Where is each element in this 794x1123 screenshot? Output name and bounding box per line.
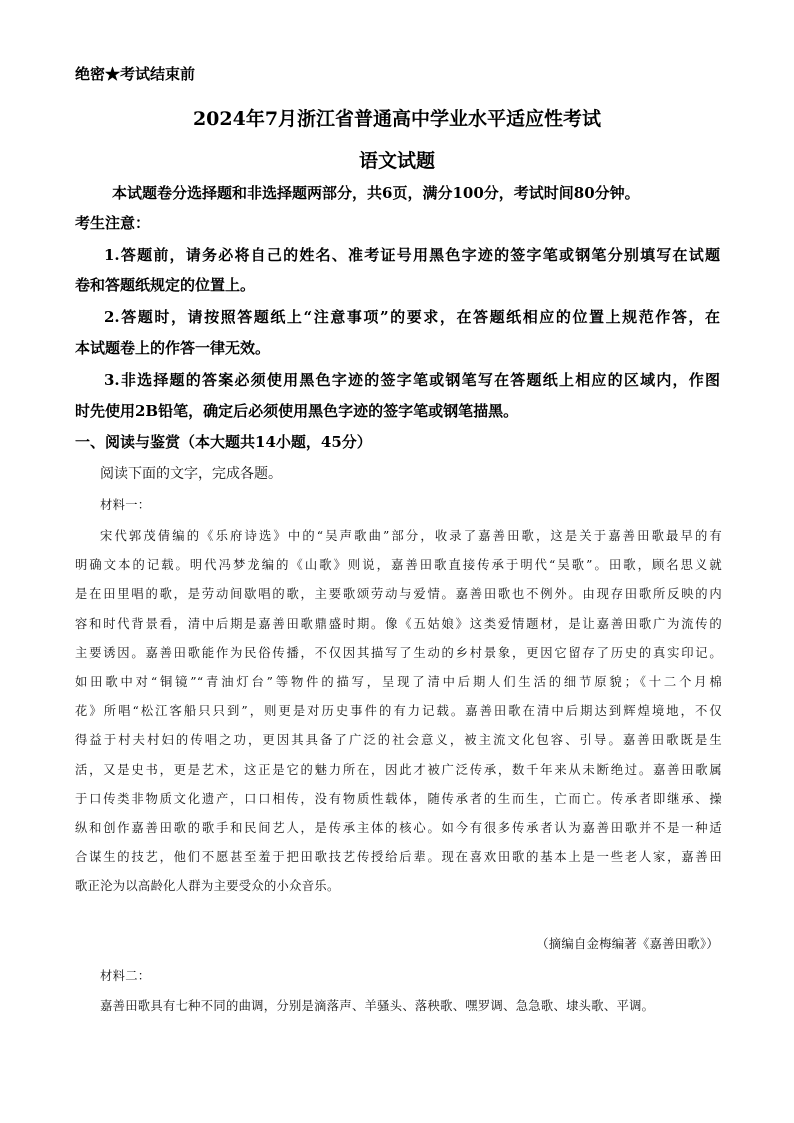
material-1-line: 容和时代背景看，清中后期是嘉善田歌鼎盛时期。像《五姑娘》这类爱情题材，是让嘉善田歌广为流传的	[75, 616, 722, 631]
subject-title: 语文试题	[358, 150, 435, 172]
material-1-source: （摘编自金梅编著《嘉善田歌》）	[536, 937, 719, 951]
material-1-line: 如田歌中对“铜镜”“青油灯台”等物件的描写，呈现了清中后期人们生活的细节原貌；《十二个月棉	[75, 675, 722, 689]
intro-paper-info: 本试题卷分选择题和非选择题两部分，共6页，满分100分，考试时间80分钟。	[112, 184, 640, 202]
notice-heading: 考生注意：	[75, 214, 151, 232]
notice-item-1-line-2: 卷和答题纸规定的位置上。	[75, 276, 256, 294]
material-1-line: 宋代郭茂倩编的《乐府诗选》中的“吴声歌曲”部分，收录了嘉善田歌，这是关于嘉善田歌最早的有	[100, 529, 722, 543]
material-2-label: 材料二：	[100, 969, 151, 983]
notice-item-1-line-1: 1.答题前，请务必将自己的姓名、准考证号用黑色字迹的签字笔或钢笔分别填写在试题	[104, 246, 720, 264]
section-heading: 一、阅读与鉴赏（本大题共14小题，45分）	[75, 433, 372, 451]
notice-item-3-line-1: 3.非选择题的答案必须使用黑色字迹的签字笔或钢笔写在答题纸上相应的区域内，作图	[104, 371, 720, 389]
notice-item-2-line-1: 2.答题时，请按照答题纸上“注意事项”的要求，在答题纸相应的位置上规范作答，在	[104, 308, 720, 326]
material-1-line: 得益于村夫村妇的传唱之功，更因其具备了广泛的社会意义，被主流文化包容、引导。嘉善田歌既是生	[75, 733, 722, 748]
material-1-line: 歌正沦为以高龄化人群为主要受众的小众音乐。	[75, 879, 340, 894]
material-1-line: 明确文本的记载。明代冯梦龙编的《山歌》则说，嘉善田歌直接传承于明代“吴歌”。田歌，顾名思义就	[75, 558, 722, 573]
material-1-line: 合谋生的技艺，他们不愿甚至羞于把田歌技艺传授给后辈。现在喜欢田歌的基本上是一些老人家，嘉善田	[75, 850, 722, 865]
exam-title: 2024年7月浙江省普通高中学业水平适应性考试	[192, 108, 602, 130]
material-1-line: 活，又是史书，更是艺术，这正是它的魅力所在，因此才被广泛传承，数千年来从未断绝过。嘉善田歌属	[75, 762, 722, 777]
material-2-line: 嘉善田歌具有七种不同的曲调，分别是滴落声、羊骚头、落秧歌、嘿罗调、急急歌、埭头歌、平调。	[100, 999, 655, 1013]
material-1-line: 是在田里唱的歌，是劳动间歇唱的歌，主要歌颂劳动与爱情。嘉善田歌也不例外。由现存田歌所反映的内	[75, 587, 722, 602]
material-1-line: 纵和创作嘉善田歌的歌手和民间艺人，是传承主体的核心。如今有很多传承者认为嘉善田歌并不是一种适	[75, 821, 722, 835]
reading-instruction: 阅读下面的文字，完成各题。	[100, 466, 282, 482]
notice-item-2-line-2: 本试题卷上的作答一律无效。	[75, 339, 271, 357]
confidential-label: 绝密★考试结束前	[75, 65, 196, 83]
material-1-line: 主要诱因。嘉善田歌能作为民俗传播，不仅因其描写了生动的乡村景象，更因它留存了历史的真实印记。	[75, 645, 722, 660]
material-1-line: 花》所唱“松江客船只只到”，则更是对历史事件的有力记载。嘉善田歌在清中后期达到辉煌境地，不仅	[75, 704, 722, 719]
notice-item-3-line-2: 时先使用2B铅笔，确定后必须使用黑色字迹的签字笔或钢笔描黑。	[75, 402, 519, 420]
material-1-line: 于口传类非物质文化遗产，口口相传，没有物质性载体，随传承者的生而生，亡而亡。传承者即继承、操	[75, 791, 722, 806]
material-1-label: 材料一：	[100, 498, 151, 512]
